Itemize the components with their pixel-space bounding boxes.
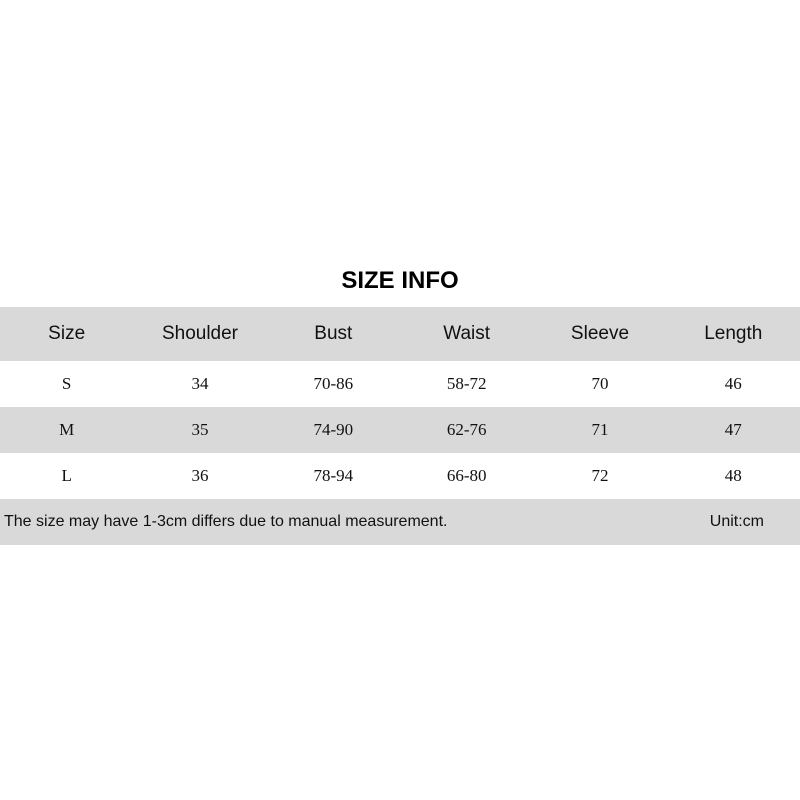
size-table <box>0 307 800 545</box>
page-title: SIZE INFO <box>341 267 459 294</box>
cell-bust: 74-90 <box>313 420 354 439</box>
cell-shoulder: 36 <box>191 466 209 485</box>
column-header-shoulder: Shoulder <box>161 323 239 344</box>
cell-sleeve: 71 <box>591 420 609 439</box>
column-header-waist: Waist <box>443 323 491 344</box>
column-header-length: Length <box>704 323 763 344</box>
cell-waist: 62-76 <box>446 420 487 439</box>
cell-size: L <box>61 466 72 485</box>
cell-size: S <box>61 374 72 393</box>
table-row <box>0 361 800 407</box>
cell-length: 48 <box>724 466 742 485</box>
cell-bust: 78-94 <box>313 466 354 485</box>
cell-sleeve: 72 <box>591 466 609 485</box>
table-row <box>0 407 800 453</box>
table-row <box>0 453 800 499</box>
cell-shoulder: 34 <box>191 374 209 393</box>
cell-sleeve: 70 <box>591 374 609 393</box>
measurement-note: The size may have 1-3cm differs due to manual measurement. <box>4 513 448 530</box>
column-header-bust: Bust <box>314 323 353 344</box>
column-header-sleeve: Sleeve <box>570 323 630 344</box>
cell-waist: 66-80 <box>446 466 487 485</box>
cell-length: 47 <box>724 420 742 439</box>
table-header-row <box>0 307 800 361</box>
cell-waist: 58-72 <box>446 374 487 393</box>
cell-bust: 70-86 <box>313 374 354 393</box>
table-footer <box>0 499 800 545</box>
unit-label: Unit:cm <box>709 513 764 530</box>
column-header-size: Size <box>48 323 86 344</box>
cell-shoulder: 35 <box>191 420 209 439</box>
cell-size: M <box>59 420 75 439</box>
cell-length: 46 <box>724 374 742 393</box>
